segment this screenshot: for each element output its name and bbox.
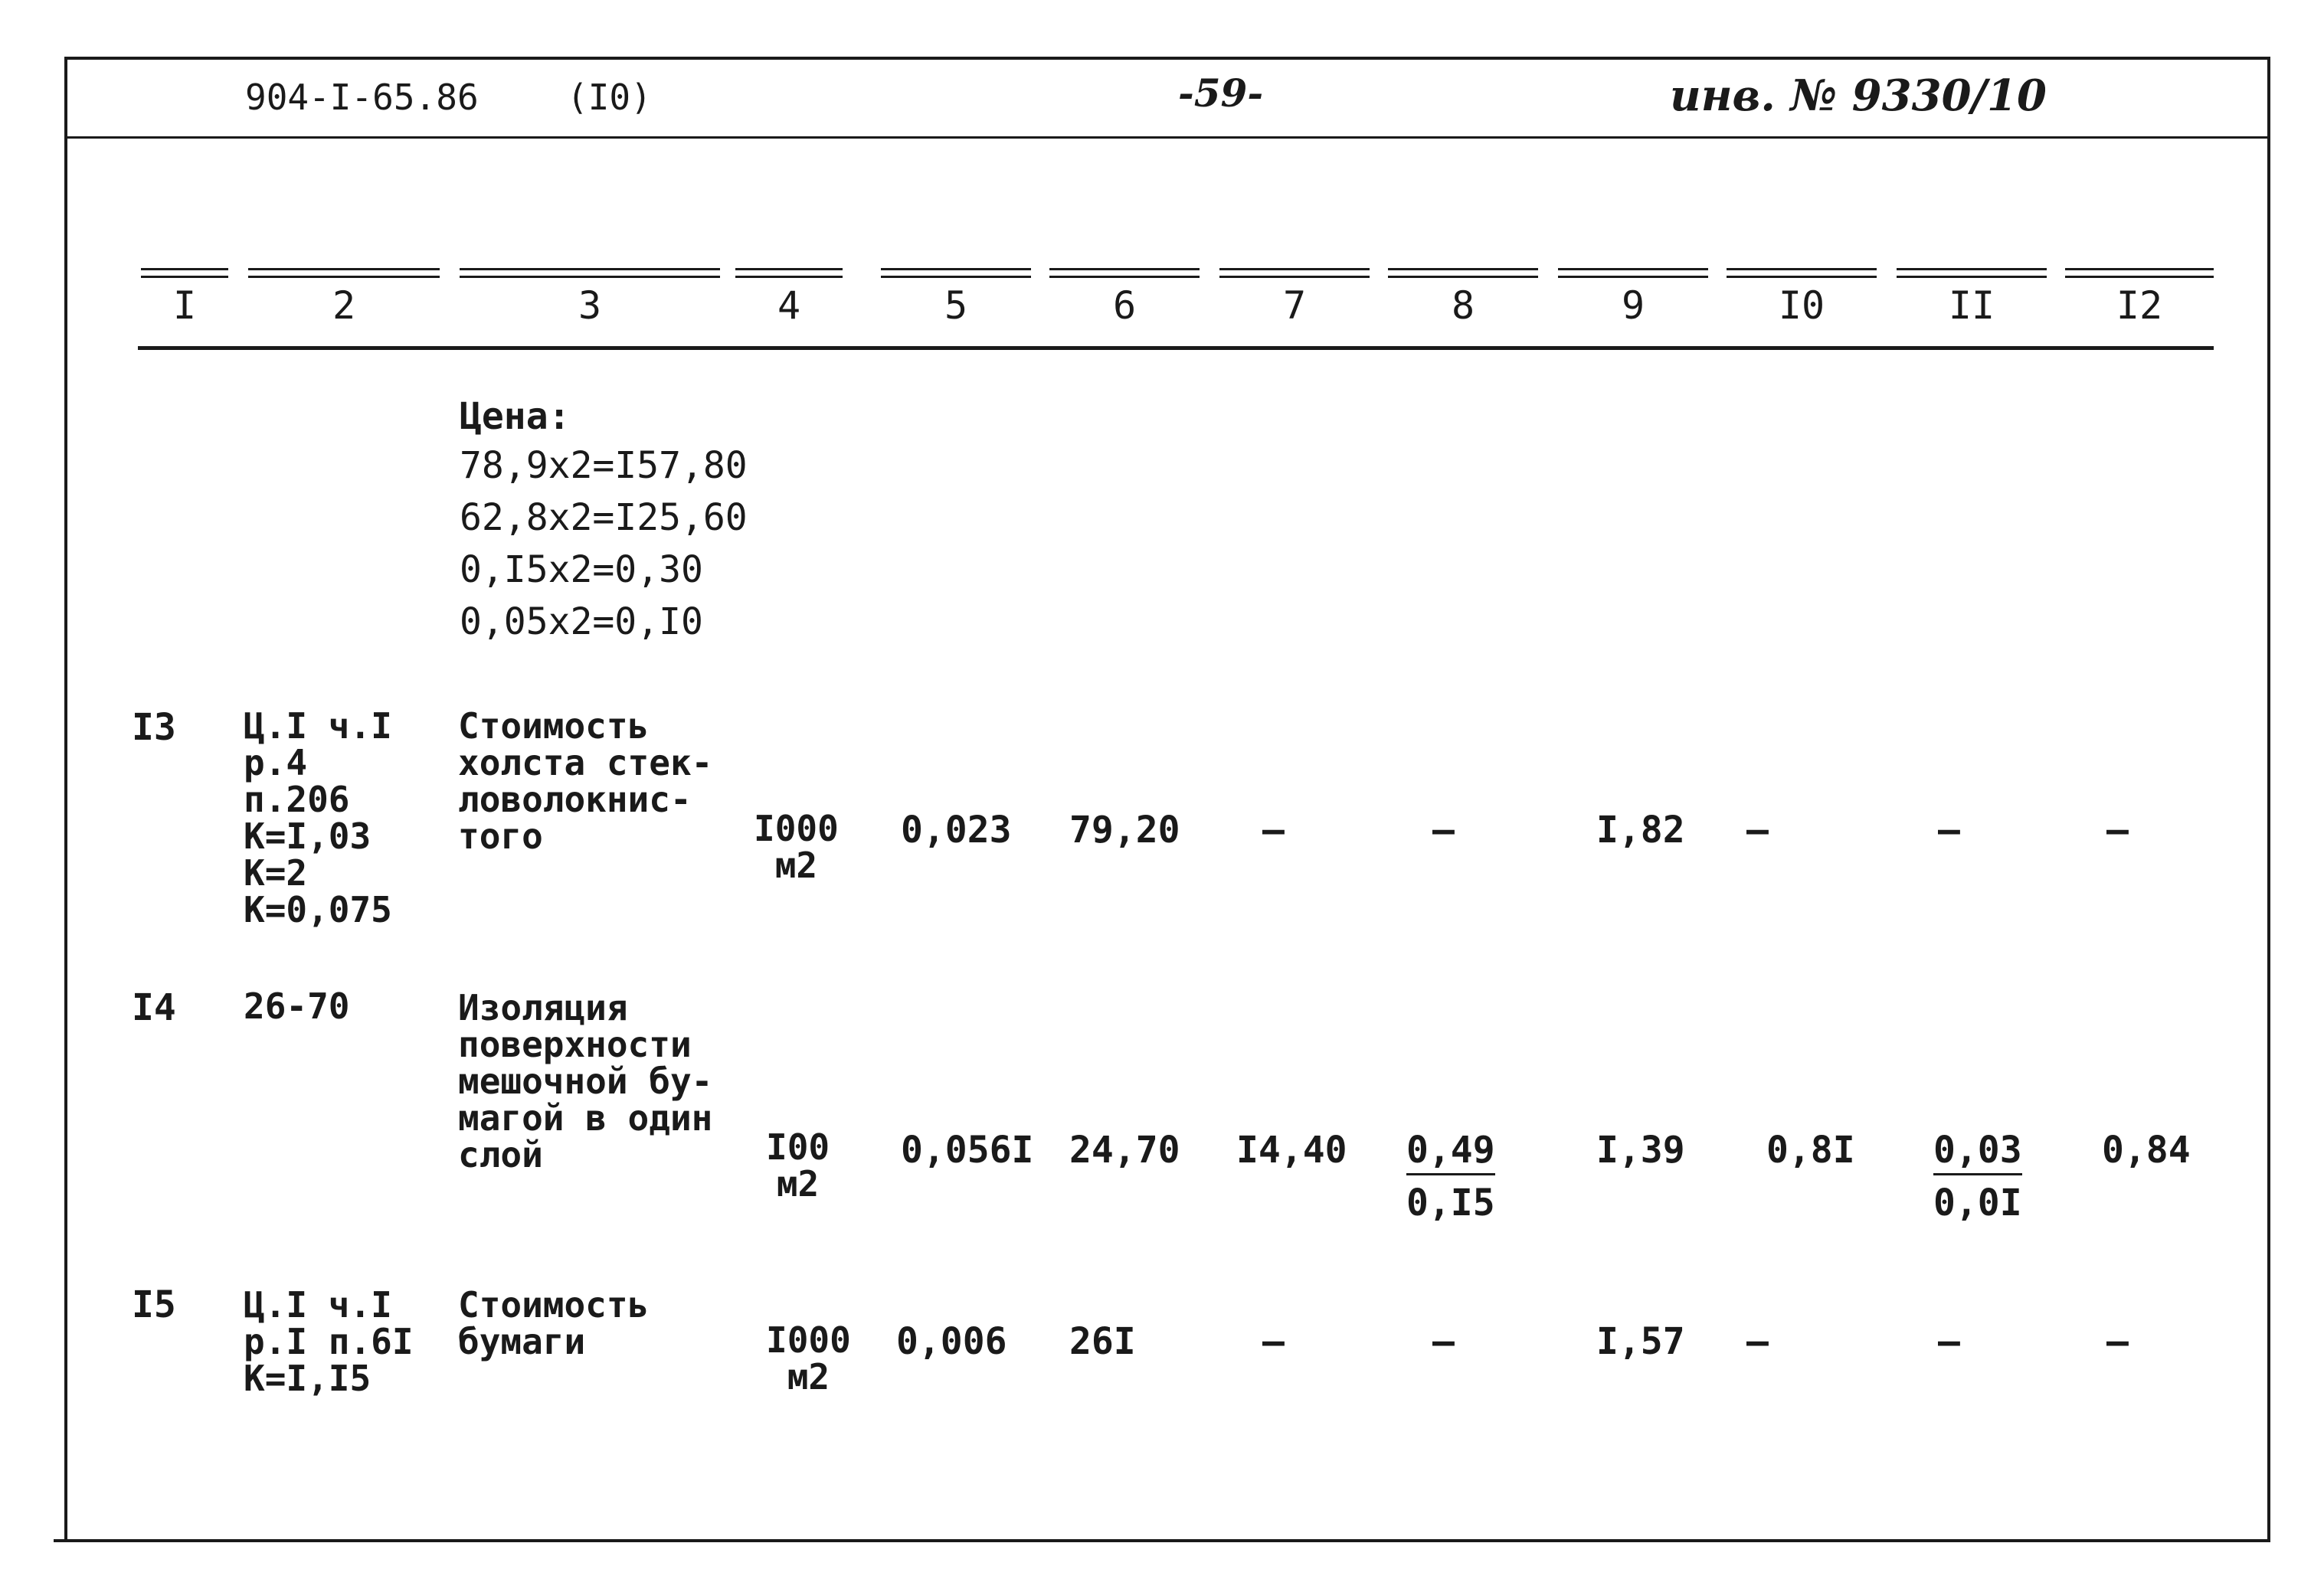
column-number-4: 4 — [777, 283, 801, 328]
column-number-2: 2 — [332, 283, 356, 328]
page-number: -59- — [1178, 70, 1264, 116]
row-reference: Ц.I ч.I р.I п.6I К=I,I5 — [244, 1284, 414, 1399]
row-cell-6: 26I — [1069, 1320, 1136, 1363]
column-number-5: 5 — [944, 283, 968, 328]
row-quantity: 0,023 — [901, 809, 1012, 852]
frame-top-border — [64, 57, 2270, 60]
price-line: 0,I5x2=0,30 — [460, 548, 703, 591]
row-cell-10: – — [1746, 1320, 1769, 1363]
frame-right-border — [2267, 57, 2270, 1542]
column-number-1: I — [172, 283, 197, 328]
row-unit: I000 м2 — [766, 1319, 851, 1397]
price-label: Цена: — [460, 395, 571, 438]
row-reference: Ц.I ч.I р.4 п.206 К=I,03 К=2 К=0,075 — [244, 705, 392, 930]
row-cell-10: 0,8I — [1766, 1129, 1855, 1172]
doc-code: 904-I-65.86 — [245, 77, 479, 118]
row-cell-9: I,39 — [1596, 1129, 1685, 1172]
row-cell-7: – — [1262, 809, 1285, 852]
row-cell-11: – — [1938, 809, 1960, 852]
row-cell-8: – — [1432, 1320, 1455, 1363]
column-number-8: 8 — [1451, 283, 1475, 328]
row-unit: I00 м2 — [766, 1126, 830, 1205]
row-cell-6: 24,70 — [1069, 1129, 1180, 1172]
column-number-7: 7 — [1282, 283, 1307, 328]
frame-left-border — [64, 57, 67, 1542]
column-number-10: I0 — [1778, 283, 1825, 328]
row-number: I5 — [132, 1283, 176, 1326]
price-line: 62,8x2=I25,60 — [460, 496, 748, 539]
row-description: Изоляция поверхности мешочной бу- магой в один слой — [458, 987, 713, 1175]
row-unit: I000 м2 — [754, 808, 839, 886]
row-cell-9: I,57 — [1596, 1320, 1685, 1363]
row-cell-10: – — [1746, 809, 1769, 852]
row-cell-11: – — [1938, 1320, 1960, 1363]
row-cell-11-fraction: $\frac{0,03}{0,0I}$ — [1933, 1129, 2022, 1224]
row-description: Стоимость холста стек- ловолокнис- того — [458, 705, 713, 857]
row-quantity: 0,056I — [901, 1129, 1034, 1172]
column-number-6: 6 — [1112, 283, 1137, 328]
frame-bottom-border — [54, 1539, 2270, 1542]
column-number-3: 3 — [578, 283, 602, 328]
row-number: I3 — [132, 706, 176, 749]
row-cell-8: – — [1432, 809, 1455, 852]
column-number-12: I2 — [2116, 283, 2163, 328]
column-number-9: 9 — [1621, 283, 1645, 328]
row-quantity: 0,006 — [896, 1320, 1007, 1363]
header-divider — [64, 136, 2270, 139]
row-reference: 26-70 — [244, 986, 350, 1027]
price-line: 0,05x2=0,I0 — [460, 600, 703, 643]
row-cell-12: 0,84 — [2102, 1129, 2191, 1172]
inventory-number: инв. № 9330/10 — [1670, 70, 2047, 121]
row-description: Стоимость бумаги — [458, 1284, 650, 1362]
column-number-11: II — [1948, 283, 1995, 328]
row-cell-6: 79,20 — [1069, 809, 1180, 852]
column-header-bottom-rule — [138, 346, 2214, 350]
row-cell-9: I,82 — [1596, 809, 1685, 852]
row-cell-7: I4,40 — [1236, 1129, 1347, 1172]
row-number: I4 — [132, 986, 176, 1029]
doc-part: (I0) — [567, 77, 652, 118]
row-cell-12: – — [2106, 809, 2129, 852]
row-cell-12: – — [2106, 1320, 2129, 1363]
row-cell-7: – — [1262, 1320, 1285, 1363]
price-line: 78,9x2=I57,80 — [460, 444, 748, 487]
row-cell-8-fraction: $\frac{0,49}{0,I5}$ — [1406, 1129, 1495, 1224]
